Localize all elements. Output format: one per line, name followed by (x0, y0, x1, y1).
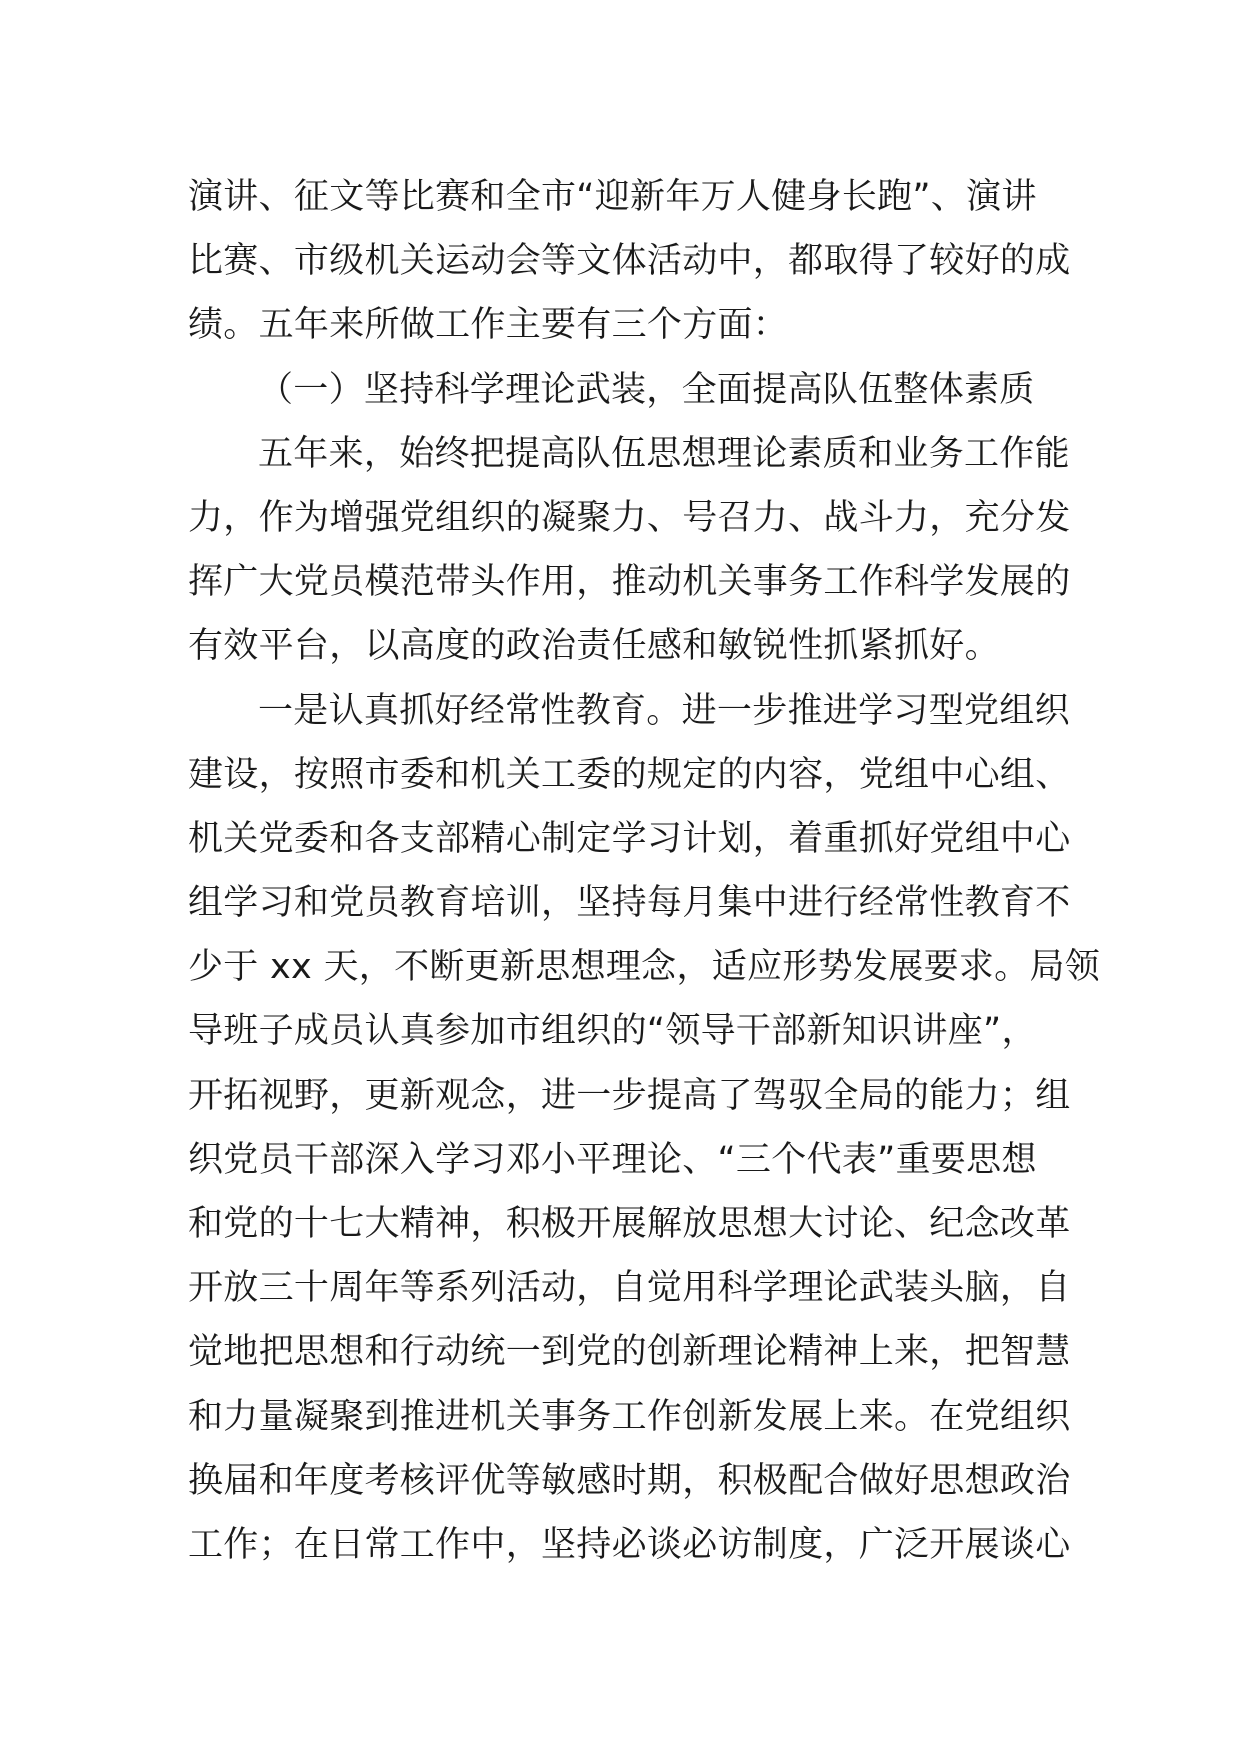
text-line: 和力量凝聚到推进机关事务工作创新发展上来。在党组织 (188, 1396, 1071, 1437)
paragraph-start: 一是认真抓好经常性教育。进一步推进学习型党组织 (258, 690, 1070, 731)
text-line: 觉地把思想和行动统一到党的创新理论精神上来，把智慧 (188, 1332, 1071, 1373)
text-line: 换届和年度考核评优等敏感时期，积极配合做好思想政治 (188, 1460, 1071, 1501)
text-line: 导班子成员认真参加市组织的“领导干部新知识讲座”， (188, 1011, 1037, 1052)
text-line: 少于 xx 天，不断更新思想理念，适应形势发展要求。局领 (188, 947, 1101, 988)
text-line: 力，作为增强党组织的凝聚力、号召力、战斗力，充分发 (188, 497, 1071, 538)
text-line: 和党的十七大精神，积极开展解放思想大讨论、纪念改革 (188, 1204, 1071, 1244)
text-line: 挥广大党员模范带头作用，推动机关事务工作科学发展的 (188, 562, 1071, 603)
text-line: 比赛、市级机关运动会等文体活动中，都取得了较好的成 (188, 241, 1071, 282)
text-line: 演讲、征文等比赛和全市“迎新年万人健身长跑”、演讲 (188, 177, 1037, 217)
section-heading: （一）坚持科学理论武装，全面提高队伍整体素质 (258, 369, 1035, 410)
document-body (188, 165, 1101, 1577)
text-line: 建设，按照市委和机关工委的规定的内容，党组中心组、 (188, 754, 1071, 795)
text-line: 组学习和党员教育培训，坚持每月集中进行经常性教育不 (188, 883, 1071, 924)
text-line: 开放三十周年等系列活动，自觉用科学理论武装头脑，自 (188, 1268, 1071, 1309)
text-line: 开拓视野，更新观念，进一步提高了驾驭全局的能力；组 (188, 1075, 1071, 1116)
text-line: 有效平台，以高度的政治责任感和敏锐性抓紧抓好。 (188, 626, 1000, 667)
paragraph-start: 五年来，始终把提高队伍思想理论素质和业务工作能 (258, 433, 1070, 474)
text-line: 绩。五年来所做工作主要有三个方面： (188, 305, 789, 346)
text-line: 织党员干部深入学习邓小平理论、“三个代表”重要思想 (188, 1139, 1037, 1180)
text-line: 机关党委和各支部精心制定学习计划，着重抓好党组中心 (188, 818, 1071, 859)
text-line: 工作；在日常工作中，坚持必谈必访制度，广泛开展谈心 (188, 1524, 1071, 1565)
